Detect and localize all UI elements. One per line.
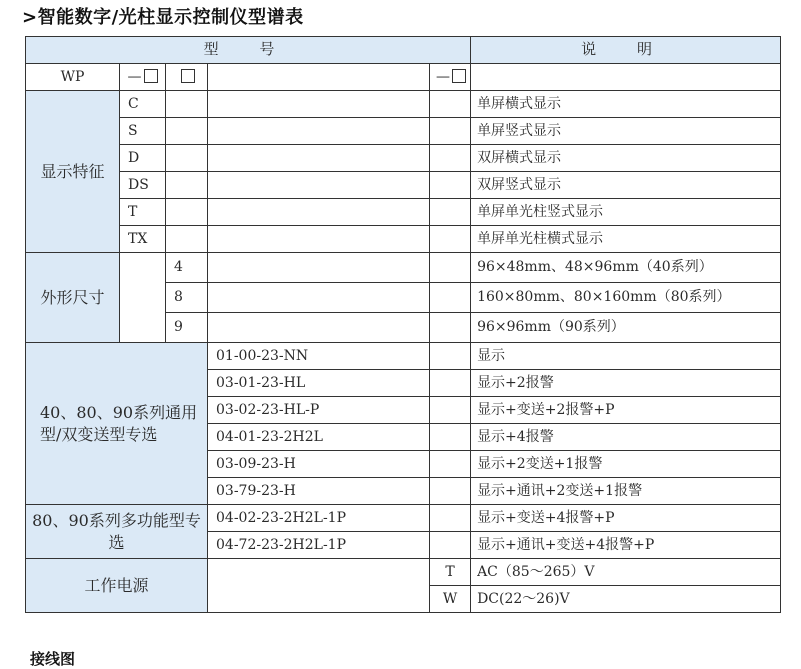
power-label: 工作电源 xyxy=(26,559,208,613)
display-feature-label: 显示特征 xyxy=(26,91,120,253)
model-code: 03-09-23-H xyxy=(208,451,430,478)
placeholder-box-icon xyxy=(144,69,158,83)
empty-cell xyxy=(430,313,471,343)
table-header-row xyxy=(26,37,781,64)
empty-cell xyxy=(208,118,430,145)
empty-cell xyxy=(208,559,430,613)
empty-cell xyxy=(166,145,208,172)
table-row xyxy=(26,343,781,370)
feature-code: S xyxy=(120,118,166,145)
multi-group-label: 80、90系列多功能型专选 xyxy=(26,505,208,559)
model-desc: 显示+通讯+变送+4报警+P xyxy=(471,532,781,559)
empty-cell xyxy=(208,145,430,172)
empty-cell xyxy=(430,370,471,397)
dimension-code: 8 xyxy=(166,283,208,313)
empty-cell xyxy=(430,172,471,199)
model-spectrum-table xyxy=(25,36,781,613)
model-desc: 显示 xyxy=(471,343,781,370)
table-row xyxy=(26,172,781,199)
model-code: 04-01-23-2H2L xyxy=(208,424,430,451)
empty-cell xyxy=(208,199,430,226)
empty-cell xyxy=(430,478,471,505)
empty-cell xyxy=(430,226,471,253)
empty-cell xyxy=(166,199,208,226)
empty-cell xyxy=(208,172,430,199)
dimension-code: 4 xyxy=(166,253,208,283)
model-header: 型 号 xyxy=(26,37,471,64)
model-desc: 显示+2变送+1报警 xyxy=(471,451,781,478)
empty-cell xyxy=(430,145,471,172)
model-code: 04-72-23-2H2L-1P xyxy=(208,532,430,559)
wp-template-row xyxy=(26,64,781,91)
feature-desc: 单屏单光柱竖式显示 xyxy=(471,199,781,226)
table-row xyxy=(26,559,781,586)
empty-cell xyxy=(430,118,471,145)
feature-code: TX xyxy=(120,226,166,253)
table-row xyxy=(26,505,781,532)
wp-box-2 xyxy=(166,64,208,91)
power-code: W xyxy=(430,586,471,613)
table-row xyxy=(26,199,781,226)
feature-desc: 双屏横式显示 xyxy=(471,145,781,172)
feature-desc: 单屏横式显示 xyxy=(471,91,781,118)
empty-cell xyxy=(430,253,471,283)
model-desc: 显示+变送+4报警+P xyxy=(471,505,781,532)
placeholder-box-icon xyxy=(181,69,195,83)
placeholder-box-icon xyxy=(452,69,466,83)
power-desc: AC（85～265）V xyxy=(471,559,781,586)
general-group-label: 40、80、90系列通用型/双变送型专选 xyxy=(26,343,208,505)
empty-cell xyxy=(208,313,430,343)
wiring-diagram-heading: 接线图 xyxy=(30,650,76,668)
model-desc: 显示+变送+2报警+P xyxy=(471,397,781,424)
wp-desc-empty xyxy=(471,64,781,91)
table-row xyxy=(26,145,781,172)
empty-cell xyxy=(430,343,471,370)
empty-cell xyxy=(208,91,430,118)
dimension-desc: 96×96mm（90系列） xyxy=(471,313,781,343)
dimension-code: 9 xyxy=(166,313,208,343)
power-desc: DC(22～26)V xyxy=(471,586,781,613)
model-desc: 显示+2报警 xyxy=(471,370,781,397)
dimension-desc: 160×80mm、80×160mm（80系列） xyxy=(471,283,781,313)
empty-cell xyxy=(430,451,471,478)
model-desc: 显示+通讯+2变送+1报警 xyxy=(471,478,781,505)
empty-cell xyxy=(430,424,471,451)
dimension-desc: 96×48mm、48×96mm（40系列） xyxy=(471,253,781,283)
model-code: 01-00-23-NN xyxy=(208,343,430,370)
model-code: 03-01-23-HL xyxy=(208,370,430,397)
model-code: 04-02-23-2H2L-1P xyxy=(208,505,430,532)
description-header: 说 明 xyxy=(471,37,781,64)
empty-cell xyxy=(166,226,208,253)
table-row xyxy=(26,226,781,253)
dimensions-label: 外形尺寸 xyxy=(26,253,120,343)
model-code: 03-02-23-HL-P xyxy=(208,397,430,424)
empty-cell xyxy=(208,253,430,283)
empty-cell xyxy=(430,505,471,532)
empty-cell xyxy=(430,91,471,118)
empty-cell xyxy=(208,283,430,313)
wp-empty-cell xyxy=(208,64,430,91)
dash-symbol: — xyxy=(436,68,450,85)
feature-desc: 单屏竖式显示 xyxy=(471,118,781,145)
empty-cell xyxy=(120,253,166,343)
empty-cell xyxy=(166,118,208,145)
wp-dash-box-3 xyxy=(430,64,471,91)
empty-cell xyxy=(166,91,208,118)
feature-code: D xyxy=(120,145,166,172)
dash-symbol: — xyxy=(127,68,142,85)
feature-code: C xyxy=(120,91,166,118)
feature-desc: 双屏竖式显示 xyxy=(471,172,781,199)
page-title: >智能数字/光柱显示控制仪型谱表 xyxy=(22,7,304,28)
empty-cell xyxy=(430,397,471,424)
model-desc: 显示+4报警 xyxy=(471,424,781,451)
wp-dash-box-1 xyxy=(120,64,166,91)
wp-prefix: WP xyxy=(26,64,120,91)
table-row xyxy=(26,118,781,145)
empty-cell xyxy=(208,226,430,253)
table-row xyxy=(26,253,781,283)
empty-cell xyxy=(430,199,471,226)
feature-desc: 单屏单光柱横式显示 xyxy=(471,226,781,253)
empty-cell xyxy=(430,532,471,559)
feature-code: T xyxy=(120,199,166,226)
model-code: 03-79-23-H xyxy=(208,478,430,505)
table-row xyxy=(26,91,781,118)
feature-code: DS xyxy=(120,172,166,199)
empty-cell xyxy=(430,283,471,313)
power-code: T xyxy=(430,559,471,586)
empty-cell xyxy=(166,172,208,199)
